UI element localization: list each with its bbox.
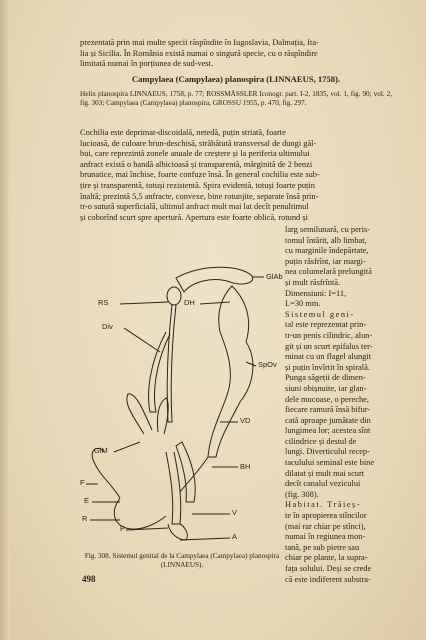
text-line: prezentată prin mai multe specii răspîndite în Iugoslavia, Dalmația, Ita- (80, 38, 319, 47)
text-line: dele mucoase, o pereche, (285, 394, 369, 404)
text-line: limitată numai în porțiunea de sud-vest. (80, 59, 214, 69)
label-e: E (84, 496, 90, 505)
text-line: lucioasă, de culoare brun-deschisă, străbătută transversal de dungi găl- (80, 138, 317, 148)
text-line: bui, care reprezintă zonele anuale de creștere și la periferia ultimului (80, 149, 310, 159)
right-column-text (285, 225, 393, 585)
text-line: tană, pe sub pietre sau (285, 542, 360, 552)
description-paragraph (80, 128, 392, 223)
text-line: și mult răsfrîntă. (285, 277, 341, 287)
text-line: tal este reprezentat prin- (285, 320, 367, 330)
text-line: nea columelară prelungită (285, 267, 372, 277)
text-line: tomul întărit, alb limbat, (285, 235, 367, 245)
text-line: git și un scurt epifalus ter- (285, 341, 373, 351)
label-glab: GlAb (266, 272, 283, 281)
text-line: Sistemul geni- (285, 309, 355, 319)
vagina-shape (166, 452, 181, 524)
text-line: Habitat. Trăieș- (285, 500, 362, 510)
label-p: P (120, 524, 126, 533)
text-line: larg semilunară, cu peris- (285, 225, 370, 234)
references-paragraph: Helix planospira LINNAEUS, 1758, p. 77; ROSSMÄSSLER Iconogr. part. I-2, 1835, vol. 1, fig. 90; vol. 2, fig. 303; Campylaea (Campylaea) planospira, GROSSU 1955, p. 470, fig. 297. (80, 90, 392, 108)
page-number: 498 (82, 574, 96, 584)
figure-caption: Fig. 308. Sistemul genital de la Campylaea (Campylaea) planospira (LINNAEUS). (84, 552, 280, 569)
text-line: că este indiferent substra- (285, 574, 371, 584)
text-line: te în apropierea stîncilor (285, 511, 367, 521)
label-v: V (232, 508, 238, 517)
label-f: F (80, 478, 85, 487)
text-line: și puțin învîrtit în spirală. (285, 362, 370, 372)
flagellum-shape (92, 448, 120, 498)
text-line: cilindrice și destul de (285, 436, 357, 446)
label-dh: DH (184, 298, 195, 307)
text-line: (fig. 308). (285, 489, 319, 499)
text-line: dilatat și mult mai scurt (285, 468, 365, 478)
text-line: fiecare ramură însă bifur- (285, 405, 371, 415)
label-a: A (232, 532, 238, 541)
text-line: numai în regiunea mon- (285, 532, 366, 542)
text-line: tr-o sutură superficială, ultimul anfract mult mai lat decît penultimul (80, 202, 309, 212)
genital-system-drawing (80, 262, 285, 552)
text-line: cu marginile îndepărtate, (285, 246, 369, 256)
mucous-gland-right (157, 398, 168, 434)
text-line: (mai rar chiar pe stînci), (285, 521, 366, 531)
text-line: tr-un penis cilindric, alun- (285, 330, 373, 340)
text-line: țire și transparentă, totuși rezistentă. Spira evidentă, totuși foarte puțin (80, 180, 315, 190)
text-line: fața solului. Deși se crede (285, 564, 372, 573)
label-div: Div (102, 322, 113, 331)
figure-308-diagram (80, 262, 285, 552)
text-line: decît canalul vezicului (285, 479, 361, 489)
label-r: R (82, 514, 88, 523)
text-line: puțin răsfrînt, iar margi- (285, 256, 366, 266)
label-glm: GlM (94, 446, 108, 455)
text-line: Cochilia este deprimat-discoidală, netedă, puțin striată, foarte (80, 128, 286, 137)
text-line: și coborînd scurt spre apertură. Apertura este foarte oblică, rotund și (80, 212, 308, 222)
text-line: chiar pe plante, la supra- (285, 553, 368, 563)
text-line: siuni obișnuite, iar glan- (285, 383, 367, 393)
text-line: taculului seminal este bine (285, 458, 375, 468)
text-line: lungimea lor; acestea sînt (285, 426, 371, 436)
text-line: lia și Sicilia. În România există numai o singură specie, cu o răspîndire (80, 48, 318, 58)
label-bh: BH (240, 462, 251, 471)
species-heading: Campylaea (Campylaea) planospira (LINNAEUS, 1758). (131, 74, 341, 84)
label-spov: SpOv (258, 360, 277, 369)
dart-sac-shape (176, 442, 195, 502)
text-line: cată aproape jumătate din (285, 415, 371, 425)
text-line: brunatice, mai închise, foarte confuze însă. În general cochilia este sub- (80, 170, 320, 180)
text-line: anfract există o bandă albicioasă și transparentă, mărginită de 2 benzi (80, 159, 313, 169)
label-rs: RS (98, 298, 109, 307)
receptaculum-bulb (167, 287, 181, 305)
atrium-shape (168, 524, 187, 540)
text-line: minat cu un flagel alungit (285, 352, 372, 362)
text-line: înaltă; prezintă 5,5 anfracte, convexe, bine rotunjite, separate însă prin- (80, 191, 319, 201)
text-line: Punga săgeții de dimen- (285, 373, 366, 383)
text-line: lungi. Diverticulul recep- (285, 447, 370, 457)
text-line: L=30 mm. (285, 299, 321, 309)
albumen-gland-shape (176, 267, 253, 292)
spermoviduct-shape (208, 286, 253, 457)
text-line: Dimensiuni: I=11, (285, 288, 347, 298)
label-vd: VD (240, 416, 251, 425)
page-spine-shadow (0, 0, 10, 640)
intro-paragraph (80, 38, 392, 70)
